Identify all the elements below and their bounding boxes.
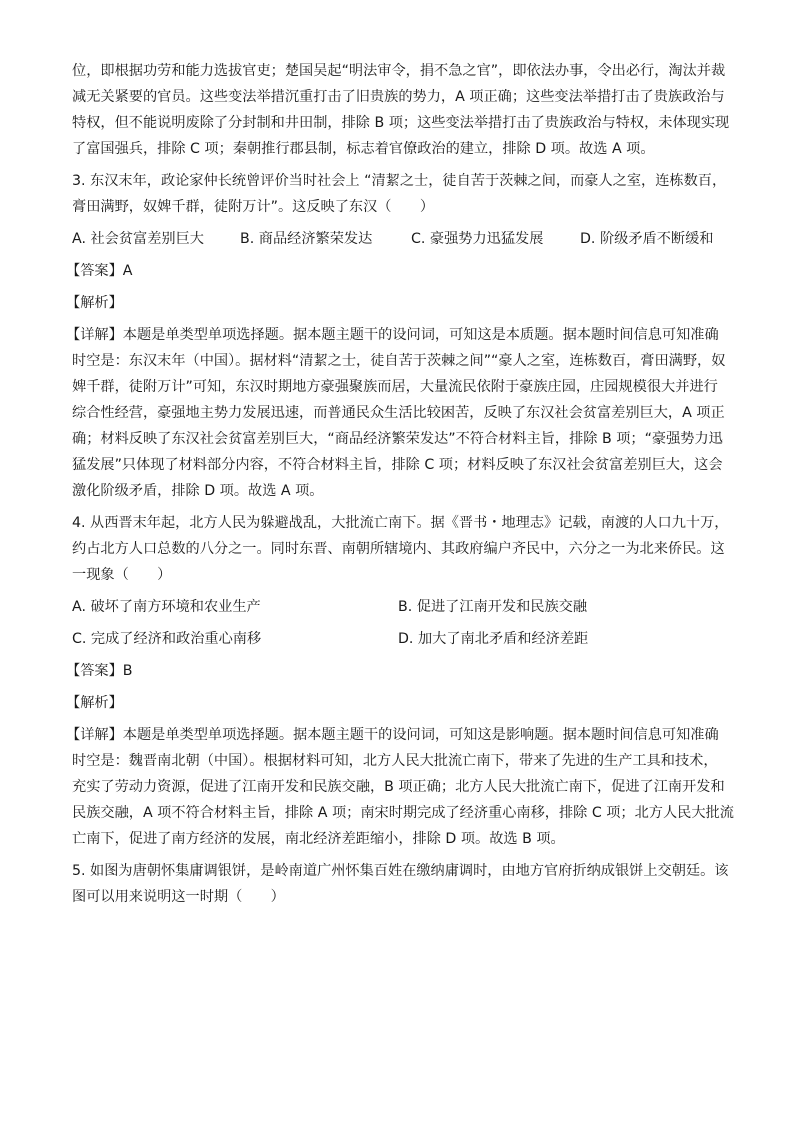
- text-line: 减无关紧要的官员。这些变法举措沉重打击了旧贵族的势力，A 项正确；这些变法举措打击了贵族政治与: [72, 89, 725, 105]
- question-stem-line: 一现象（ ）: [72, 567, 172, 583]
- text-line: 充实了劳动力资源，促进了江南开发和民族交融，B 项正确；北方人民大批流亡南下，促进了江南开发和: [72, 779, 725, 795]
- option-d: D. 加大了南北矛盾和经济差距: [398, 631, 589, 647]
- text-line: 激化阶级矛盾，排除 D 项。故选 A 项。: [72, 483, 324, 499]
- text-line: 确；材料反映了东汉社会贫富差别巨大，“商品经济繁荣发达”不符合材料主旨，排除 B 项；“豪强势力迅: [72, 431, 723, 447]
- question-options-row: [72, 594, 724, 620]
- question-stem-line: 3. 东汉末年，政论家仲长统曾评价当时社会上 “清絜之士，徒自苦于茨棘之间，而豪人之室，连栋数百，: [72, 173, 727, 189]
- text-line: 时空是：东汉末年（中国）。据材料“清絜之士，徒自苦于茨棘之间”“豪人之室，连栋数百，膏田满野，奴: [72, 353, 726, 369]
- answer-label: 【答案】B: [66, 663, 133, 679]
- option-a: A. 社会贫富差别巨大: [72, 231, 204, 247]
- question-stem-line: 图可以用来说明这一时期（ ）: [72, 889, 285, 905]
- question-stem-line: 5. 如图为唐朝怀集庸调银饼，是岭南道广州怀集百姓在缴纳庸调时，由地方官府折纳成银饼上交朝廷。该: [72, 863, 729, 879]
- page-content: [66, 58, 734, 910]
- analysis-label: 【解析】: [66, 295, 123, 311]
- option-a: A. 破坏了南方环境和农业生产: [72, 599, 261, 615]
- option-c: C. 豪强势力迅猛发展: [411, 231, 544, 247]
- text-line: 亡南下，促进了南方经济的发展，南北经济差距缩小，排除 D 项。故选 B 项。: [72, 831, 565, 847]
- text-line: 【详解】本题是单类型单项选择题。据本题主题干的设问词，可知这是影响题。据本题时间信息可知准确: [66, 727, 719, 743]
- question-stem-line: 约占北方人口总数的八分之一。同时东晋、南朝所辖境内、其政府编户齐民中，六分之一为北来侨民。这: [72, 541, 725, 557]
- option-c: C. 完成了经济和政治重心南移: [72, 631, 262, 647]
- detail-explanation: [66, 322, 724, 504]
- question-options-row: [72, 626, 724, 652]
- text-line: 特权，但不能说明废除了分封制和井田制，排除 B 项；这些变法举措打击了贵族政治与特权，未体现实现: [72, 115, 730, 131]
- text-line: 民族交融，A 项不符合材料主旨，排除 A 项；南宋时期完成了经济重心南移，排除 C 项；北方人民大批流: [72, 805, 734, 821]
- question-3: [66, 168, 727, 504]
- text-line: 时空是：魏晋南北朝（中国）。根据材料可知，北方人民大批流亡南下，带来了先进的生产工具和技术，: [72, 753, 718, 769]
- option-d: D. 阶级矛盾不断缓和: [580, 231, 714, 247]
- text-line: 【详解】本题是单类型单项选择题。据本题主题干的设问词，可知这是本质题。据本题时间信息可知准确: [66, 327, 719, 343]
- text-line: 猛发展”只体现了材料部分内容，不符合材料主旨，排除 C 项；材料反映了东汉社会贫富差别巨大，这会: [72, 457, 723, 473]
- option-b: B. 促进了江南开发和民族交融: [398, 599, 588, 615]
- answer-label: 【答案】A: [66, 263, 133, 279]
- option-b: B. 商品经济繁荣发达: [240, 231, 373, 247]
- question-stem-line: 膏田满野，奴婢千群，徒附万计”。这反映了东汉（ ）: [72, 199, 435, 215]
- question-4: [66, 510, 734, 852]
- text-line: 了富国强兵，排除 C 项；秦朝推行郡县制，标志着官僚政治的建立，排除 D 项。故选 A 项。: [72, 141, 655, 157]
- analysis-label: 【解析】: [66, 695, 123, 711]
- question-stem-line: 4. 从西晋末年起，北方人民为躲避战乱，大批流亡南下。据《晋书・地理志》记载，南渡的人口九十万，: [72, 515, 729, 531]
- question-options: [72, 226, 724, 252]
- text-line: 综合性经营，豪强地主势力发展迅速，而普通民众生活比较困苦，反映了东汉社会贫富差别巨大，A 项正: [72, 405, 725, 421]
- detail-explanation: [66, 722, 734, 852]
- intro-paragraph: [72, 58, 730, 162]
- question-5: [72, 858, 729, 910]
- text-line: 位，即根据功劳和能力选拔官吏；楚国吴起“明法审令，捐不急之官”，即依法办事，令出必行，淘汰并裁: [72, 63, 726, 79]
- text-line: 婢千群，徒附万计”可知，东汉时期地方豪强聚族而居，大量流民依附于豪族庄园，庄园规模很大并进行: [72, 379, 718, 395]
